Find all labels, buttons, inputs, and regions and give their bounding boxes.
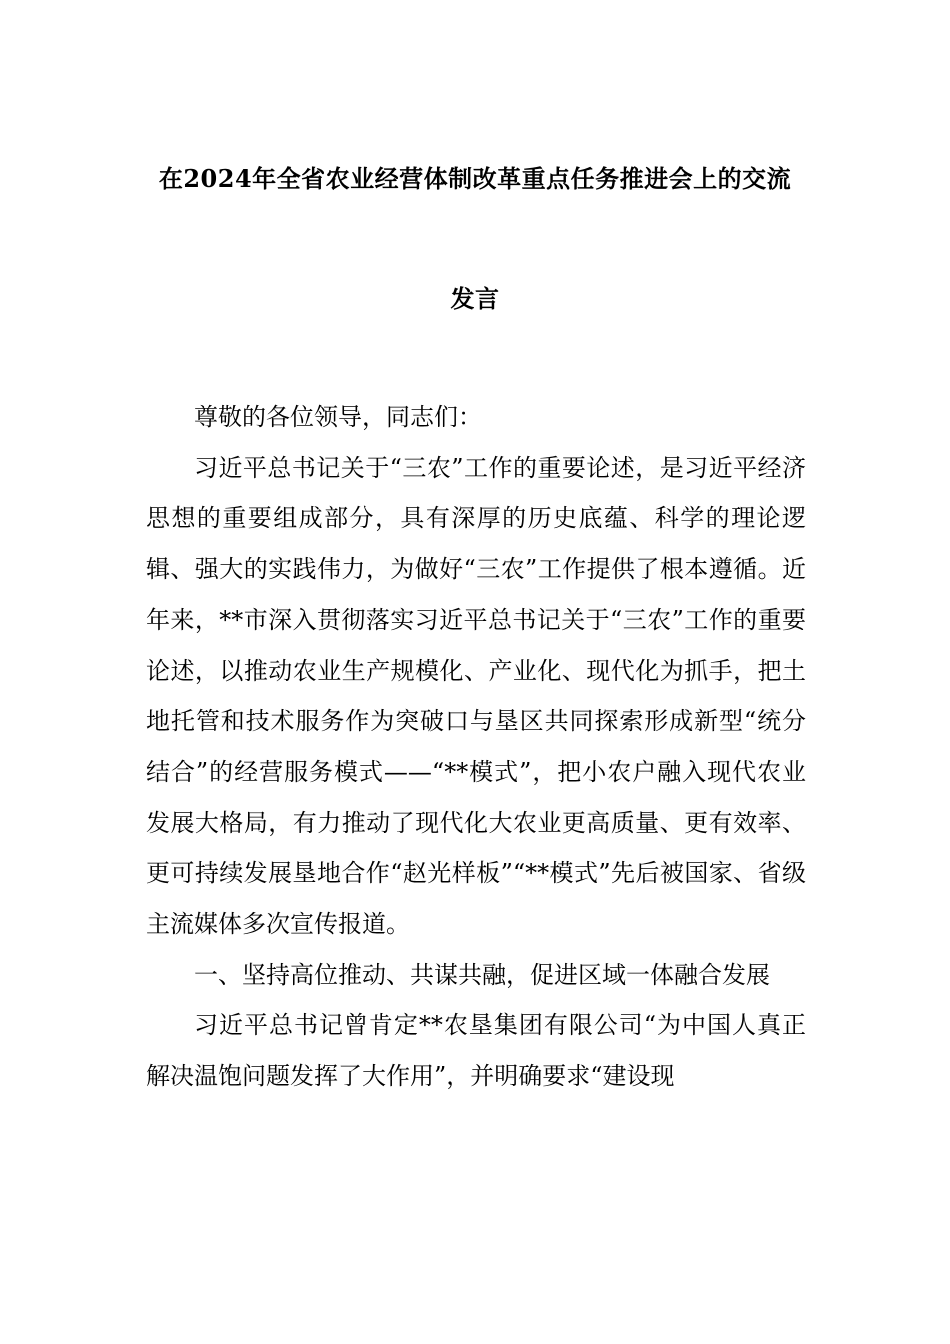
section-1-paragraph: 习近平总书记曾肯定**农垦集团有限公司“为中国人真正解决温饱问题发挥了大作用”，并明确要求“建设现 bbox=[146, 1011, 806, 1091]
intro-paragraph: 习近平总书记关于“三农”工作的重要论述，是习近平经济思想的重要组成部分，具有深厚的历史底蕴、科学的理论逻辑、强大的实践伟力，为做好“三农”工作提供了根本遵循。近年来，**市深入贯彻落实习近平总书记关于“三农”工作的重要论述，以推动农业生产规模化、产业化、现代化为抓手，把土地托管和技术服务作为突破口与垦区共同探索形成新型“统分结合”的经营服务模式——“**模式”，把小农户融入现代农业发展大格局，有力推动了现代化大农业更高质量、更有效率、更可持续发展垦地合作“赵光样板”“**模式”先后被国家、省级主流媒体多次宣传报道。 bbox=[146, 453, 806, 939]
document-body bbox=[146, 392, 806, 1102]
document-title-line-1: 在2024年全省农业经营体制改革重点任务推进会上的交流 bbox=[158, 164, 792, 193]
salutation-paragraph: 尊敬的各位领导，同志们： bbox=[194, 403, 482, 431]
document-title-line-2: 发言 bbox=[450, 284, 500, 313]
section-heading-1: 一、坚持高位推动、共谋共融，促进区域一体融合发展 bbox=[194, 960, 770, 989]
